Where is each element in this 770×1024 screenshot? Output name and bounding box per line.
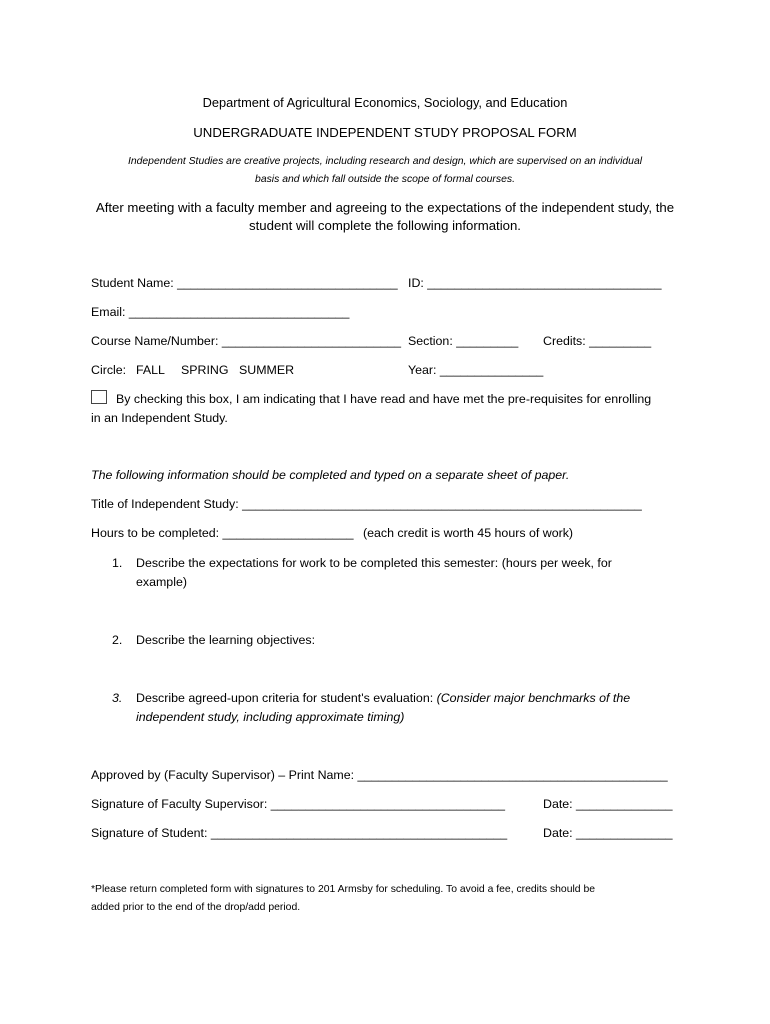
question-3-line-1 — [136, 691, 630, 706]
faculty-signature-field[interactable]: Signature of Faculty Supervisor: __________________________________ — [91, 797, 506, 811]
section-field[interactable]: Section: _________ — [408, 334, 519, 348]
faculty-date-field[interactable]: Date: ______________ — [543, 797, 673, 811]
approved-by-field[interactable]: Approved by (Faculty Supervisor) – Print Name: _____________________________________________ — [91, 768, 668, 782]
question-2-number: 2. — [112, 633, 123, 647]
separate-sheet-note: The following information should be completed and typed on a separate sheet of paper. — [91, 468, 570, 482]
question-3-italic-text: (Consider major benchmarks of the — [436, 691, 631, 705]
instruction-text-line-1: After meeting with a faculty member and agreeing to the expectations of the independent study, the — [95, 200, 675, 215]
prerequisite-checkbox[interactable] — [91, 390, 107, 404]
instruction-text-line-2: student will complete the following information. — [249, 218, 521, 233]
question-2-line-1: Describe the learning objectives: — [136, 633, 316, 647]
department-heading: Department of Agricultural Economics, Sociology, and Education — [202, 95, 568, 110]
credits-field[interactable]: Credits: _________ — [543, 334, 652, 348]
footer-note-line-1: *Please return completed form with signatures to 201 Armsby for scheduling. To avoid a fee, credits should be — [91, 884, 596, 895]
year-field[interactable]: Year: _______________ — [408, 363, 544, 377]
question-3-line-2: independent study, including approximate timing) — [136, 710, 405, 724]
student-name-field[interactable]: Student Name: ________________________________ — [91, 276, 398, 290]
checkbox-label-line-2: in an Independent Study. — [91, 411, 228, 425]
question-1-line-1: Describe the expectations for work to be completed this semester: (hours per week, for — [136, 556, 612, 570]
intro-text-line-2: basis and which fall outside the scope of formal courses. — [255, 174, 515, 185]
term-option-fall[interactable]: FALL — [136, 363, 165, 377]
email-field[interactable]: Email: ________________________________ — [91, 305, 350, 319]
checkbox-label-line-1: By checking this box, I am indicating that I have read and have met the pre-requisites for enrolling — [116, 392, 652, 406]
hours-field[interactable]: Hours to be completed: ___________________ — [91, 526, 354, 540]
id-field[interactable]: ID: __________________________________ — [408, 276, 662, 290]
student-date-field[interactable]: Date: ______________ — [543, 826, 673, 840]
circle-label: Circle: — [91, 363, 127, 377]
intro-text-line-1: Independent Studies are creative projects, including research and design, which are supervised on an individual — [127, 156, 643, 167]
question-3-number: 3. — [112, 691, 123, 705]
course-field[interactable]: Course Name/Number: __________________________ — [91, 334, 402, 348]
hours-note: (each credit is worth 45 hours of work) — [363, 526, 574, 540]
question-1-number: 1. — [112, 556, 123, 570]
term-option-spring[interactable]: SPRING — [181, 363, 229, 377]
study-title-field[interactable]: Title of Independent Study: __________________________________________________________ — [91, 497, 642, 511]
form-title: UNDERGRADUATE INDEPENDENT STUDY PROPOSAL FORM — [193, 125, 577, 140]
footer-note-line-2: added prior to the end of the drop/add period. — [91, 902, 301, 913]
student-signature-field[interactable]: Signature of Student: ___________________________________________ — [91, 826, 508, 840]
term-option-summer[interactable]: SUMMER — [239, 363, 295, 377]
question-1-line-2: example) — [136, 575, 187, 589]
question-3-text: Describe agreed-upon criteria for student's evaluation: — [136, 691, 434, 705]
